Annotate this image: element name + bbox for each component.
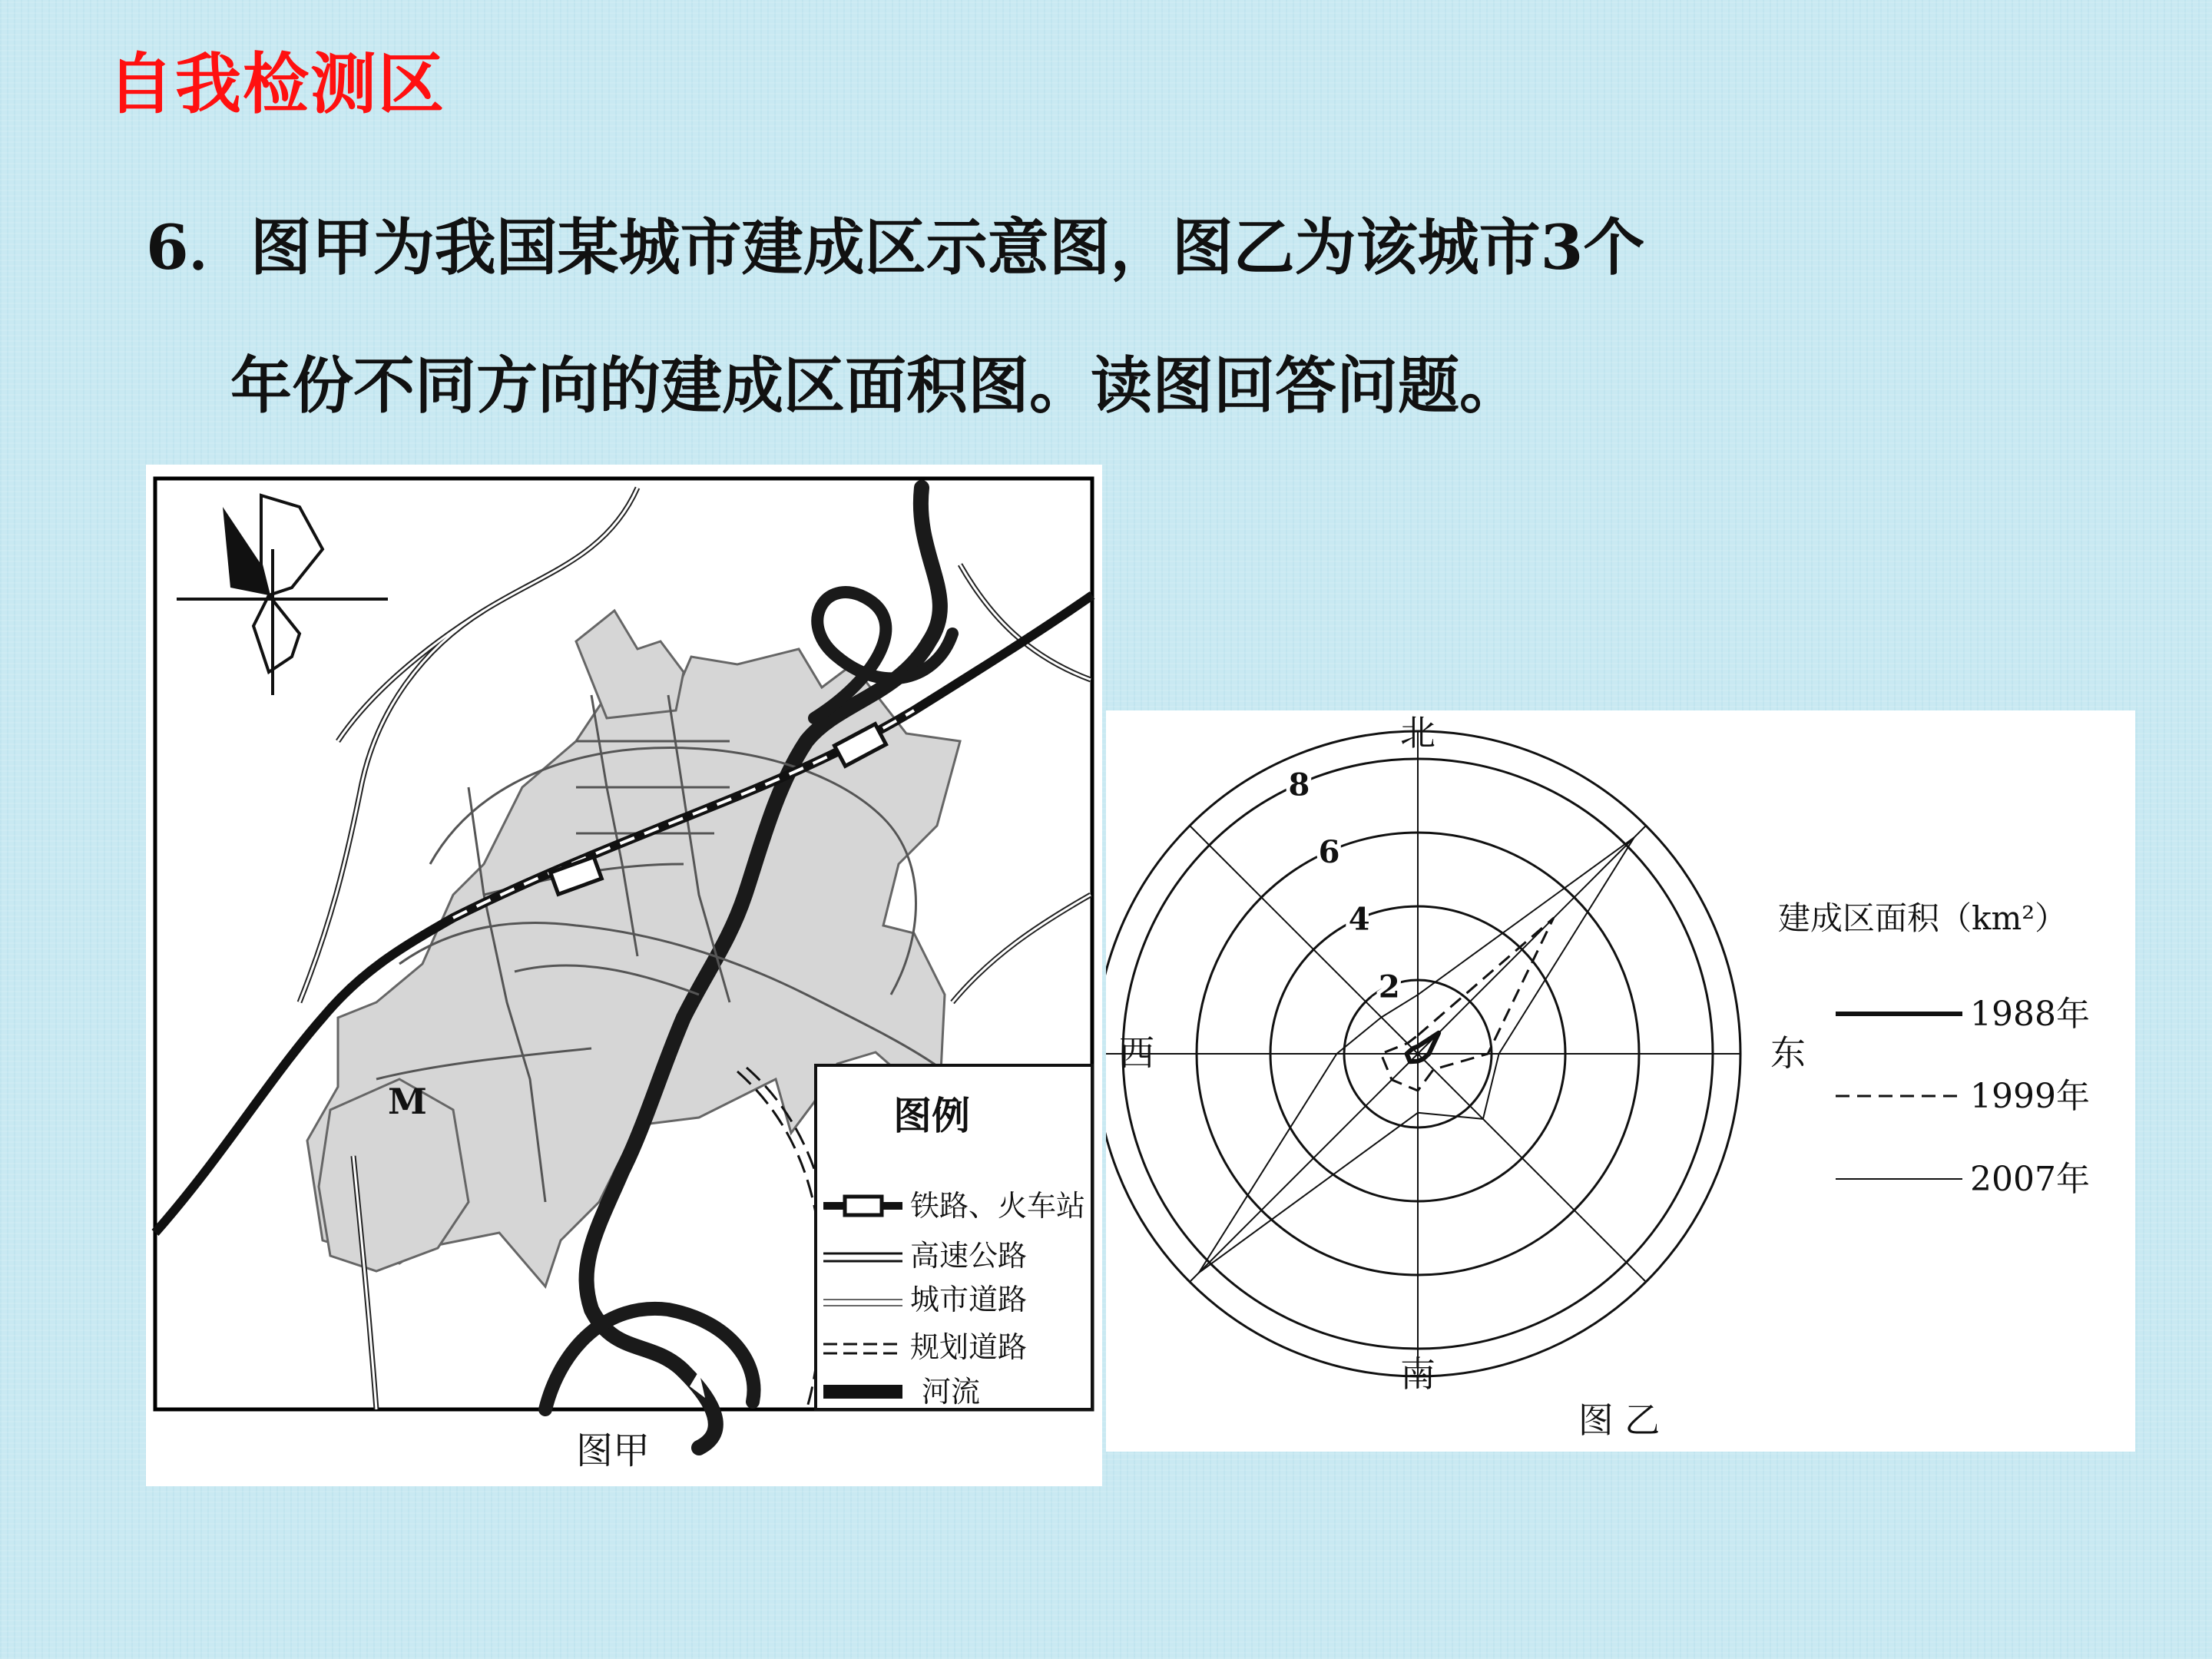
ring-label-8: 8 [1288,767,1310,803]
radar-chart [1106,710,2135,1452]
grid-spoke-5 [1190,1054,1418,1282]
legend-title: 图例 [893,1093,970,1138]
ring-label-4: 4 [1348,901,1370,938]
section-title: 自我检测区 [108,46,445,123]
legend-label-1999: 1999年 [1970,1077,2090,1116]
radar-grid [1106,731,1740,1376]
grid-spoke-1 [1418,826,1646,1054]
city-map [146,465,1102,1486]
figure-b-caption: 图 乙 [1578,1399,1661,1441]
direction-south: 南 [1400,1353,1435,1395]
legend-label-expressway: 高速公路 [910,1239,1028,1273]
ring-label-6: 6 [1318,834,1340,871]
grid-spoke-3 [1418,1054,1646,1282]
figure-a-caption: 图甲 [576,1429,651,1472]
legend-label-river: 河流 [922,1375,981,1409]
direction-east: 东 [1770,1032,1806,1074]
question-text-1: 图甲为我国某城市建成区示意图，图乙为该城市3个 [250,211,1645,283]
direction-north: 北 [1400,712,1435,753]
legend-label-railway: 铁路、火车站 [910,1189,1086,1223]
question-line-1 [146,198,1644,286]
legend-title-area: 建成区面积（km²） [1778,899,2068,937]
legend-label-1988: 1988年 [1970,995,2090,1034]
map-legend [816,1065,1092,1409]
series-polygon-0 [1407,1033,1439,1061]
figure-a-panel [146,465,1102,1486]
grid-spoke-7 [1190,826,1418,1054]
legend-label-2007: 2007年 [1970,1160,2090,1199]
question-line-2: 年份不同方向的建成区面积图。读图回答问题。 [230,349,1521,422]
direction-west: 西 [1119,1032,1154,1074]
figure-b-panel [1106,710,2135,1452]
ring-label-2: 2 [1378,969,1400,1005]
point-m-label: M [388,1081,427,1122]
legend-label-planned-road: 规划道路 [910,1330,1028,1364]
question-number: 6． [146,211,250,283]
legend-label-city-road: 城市道路 [910,1283,1028,1316]
